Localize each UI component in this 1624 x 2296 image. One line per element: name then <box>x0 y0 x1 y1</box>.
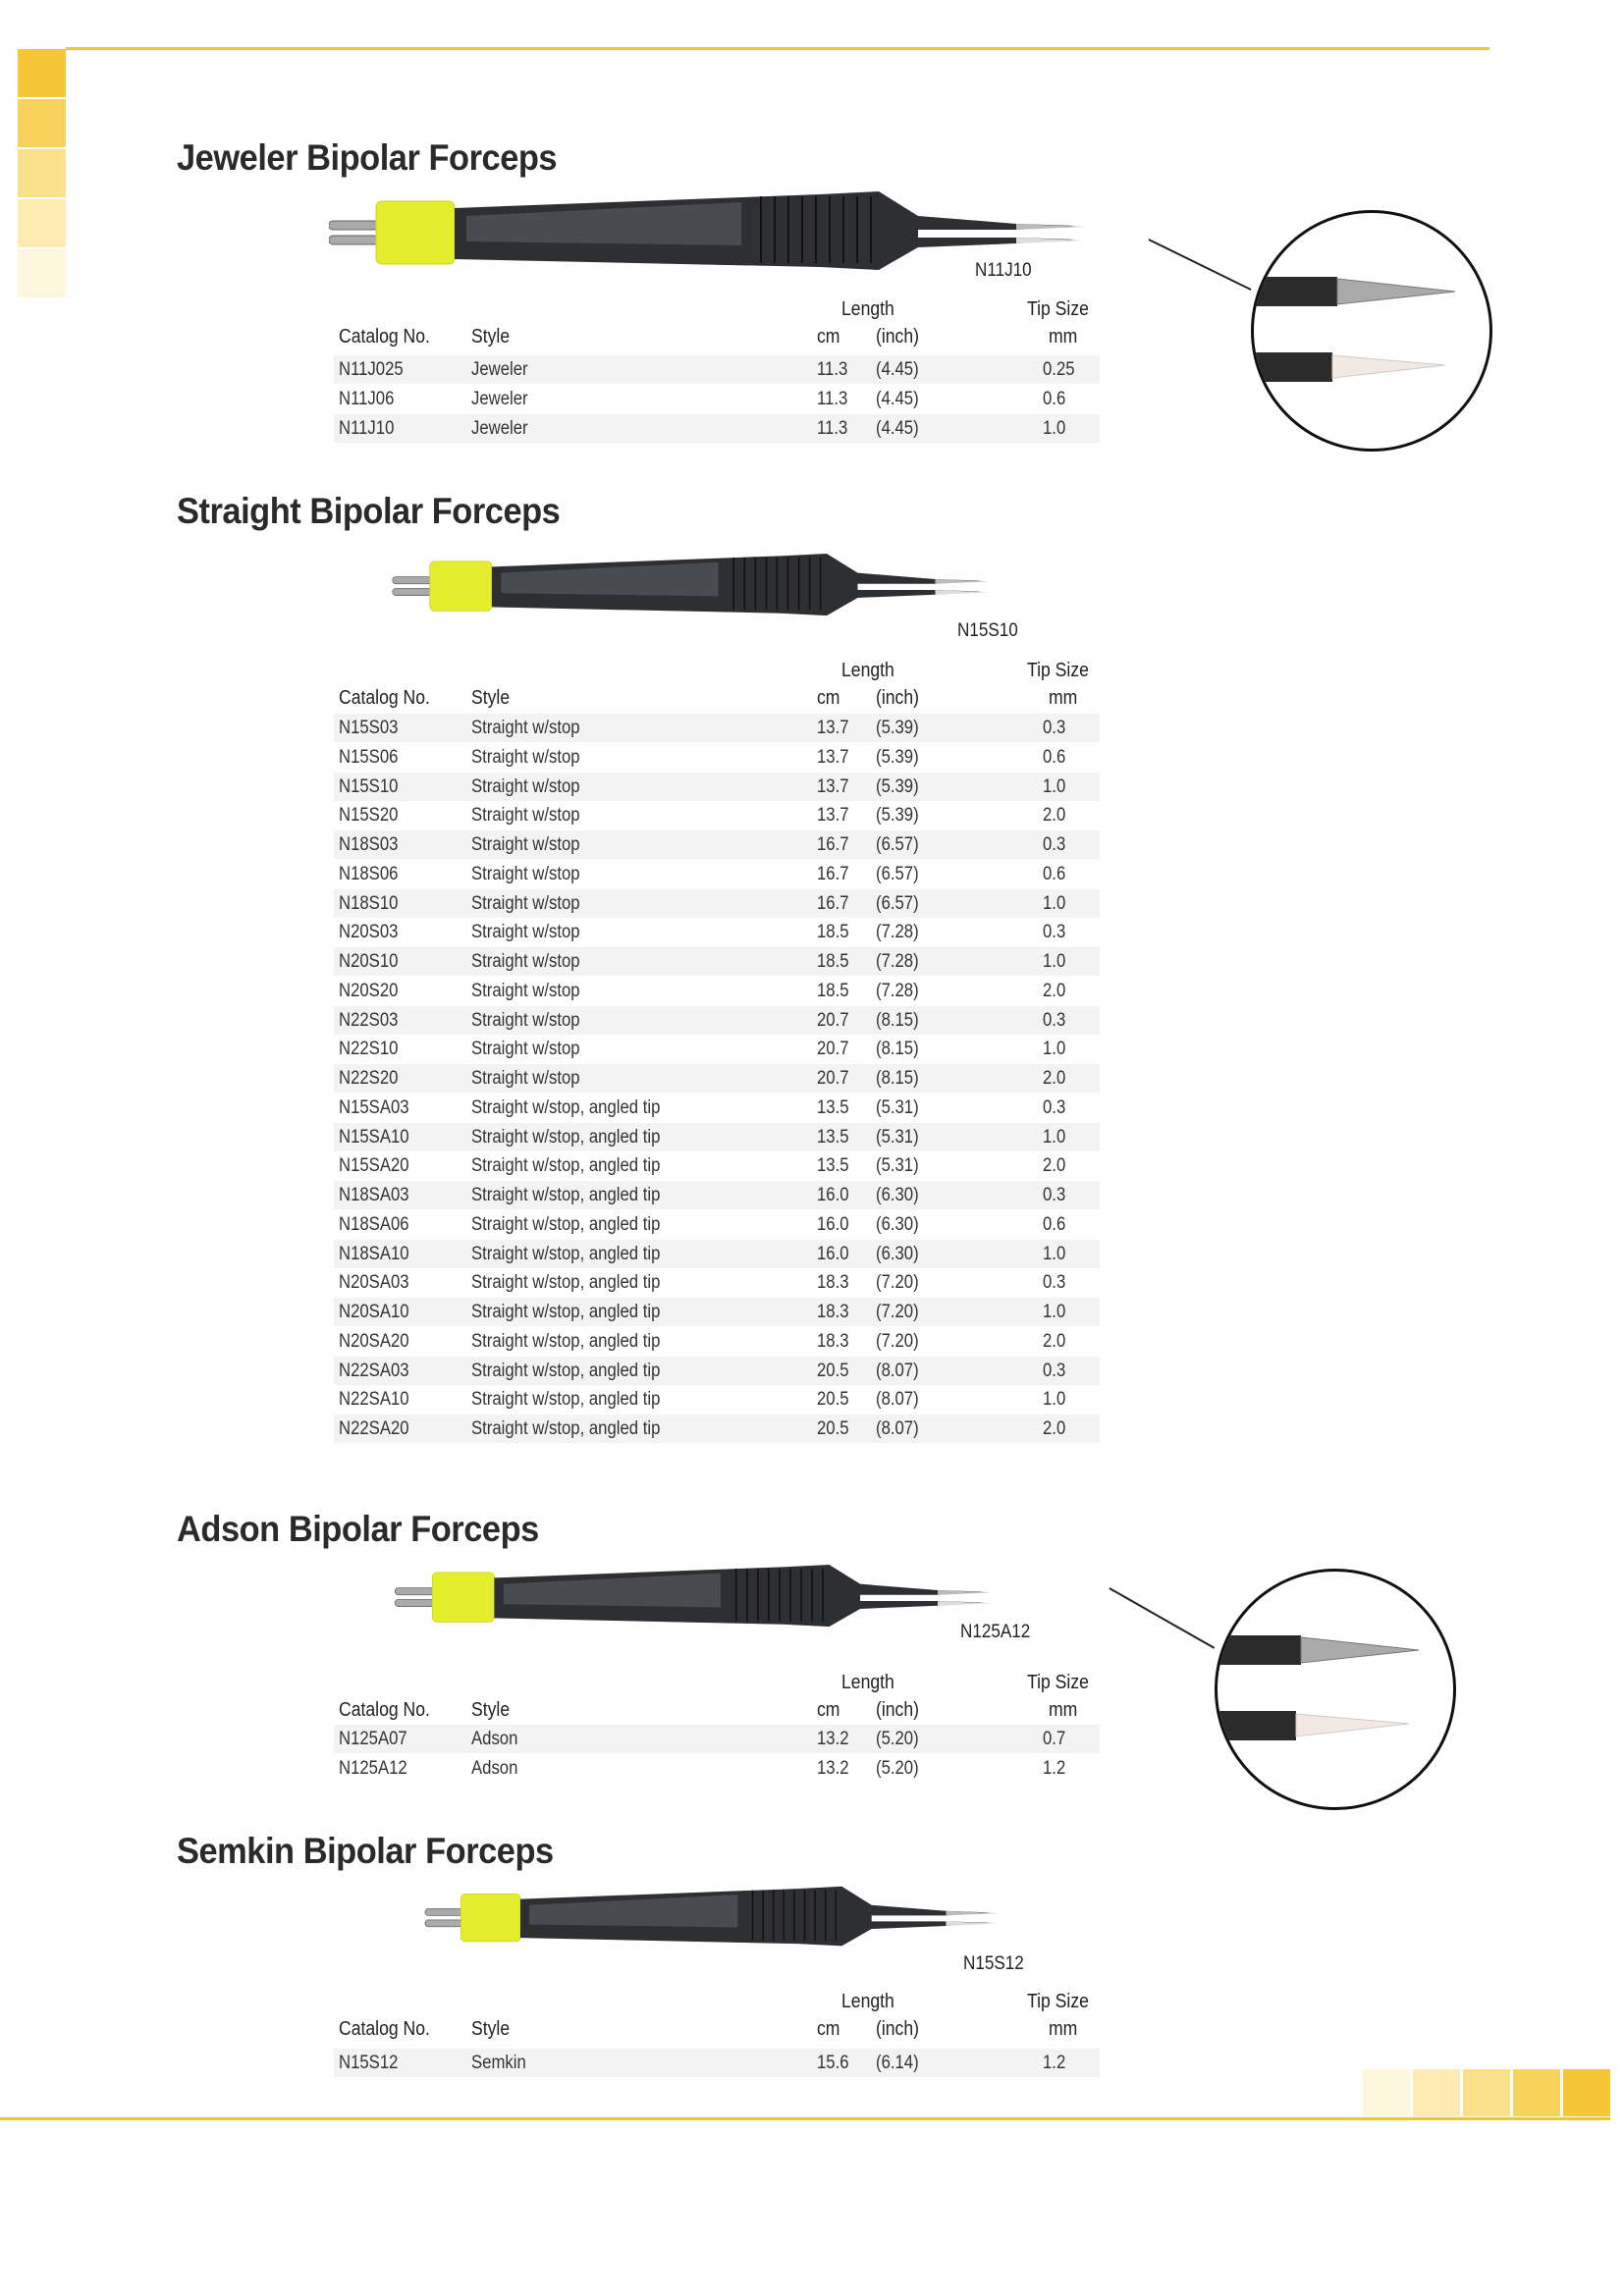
color-square <box>1513 2069 1560 2116</box>
cell-tip-size: 2.0 <box>1043 1330 1066 1352</box>
cell-tip-size: 0.3 <box>1043 1360 1066 1381</box>
cell-catalog-no: N22SA03 <box>339 1360 409 1381</box>
cell-length-inch: (6.57) <box>876 834 919 855</box>
header-inch: (inch) <box>876 687 920 709</box>
cell-catalog-no: N15S20 <box>339 805 399 827</box>
cell-length-inch: (8.15) <box>876 1039 919 1060</box>
cell-style: Straight w/stop, angled tip <box>471 1155 661 1177</box>
cell-length-inch: (5.39) <box>876 805 919 827</box>
cell-length-cm: 11.3 <box>817 417 848 439</box>
cell-length-inch: (7.28) <box>876 951 919 972</box>
table-row <box>334 743 1100 772</box>
cell-length-inch: (7.20) <box>876 1272 919 1294</box>
cell-style: Straight w/stop <box>471 1009 580 1031</box>
zoom-callout-line <box>1110 1587 1216 1648</box>
header-mm: mm <box>1049 326 1078 347</box>
cell-tip-size: 1.0 <box>1043 417 1066 439</box>
zoom-callout-line <box>1149 239 1252 290</box>
tip-detail-zoom <box>1251 210 1492 452</box>
table-row <box>334 860 1100 888</box>
cell-length-cm: 16.7 <box>817 892 849 914</box>
header-tip-size: Tip Size <box>1027 1991 1089 2012</box>
cell-style: Jeweler <box>471 359 528 380</box>
forceps-image <box>329 1883 1139 1958</box>
table-row <box>334 385 1100 413</box>
header-style: Style <box>471 687 511 709</box>
table-row <box>334 2049 1100 2077</box>
table-row <box>334 714 1100 742</box>
cell-tip-size: 0.6 <box>1043 863 1066 884</box>
cell-tip-size: 0.3 <box>1043 1185 1066 1205</box>
cell-length-inch: (6.14) <box>876 2053 919 2073</box>
cell-length-cm: 13.5 <box>817 1126 849 1148</box>
cell-style: Adson <box>471 1757 518 1779</box>
cell-length-inch: (5.20) <box>876 1729 919 1749</box>
cell-length-inch: (8.07) <box>876 1418 919 1439</box>
header-inch: (inch) <box>876 326 920 347</box>
table-row <box>334 1006 1100 1035</box>
cell-style: Straight w/stop, angled tip <box>471 1272 661 1294</box>
cell-tip-size: 2.0 <box>1043 980 1066 1001</box>
cell-length-inch: (6.30) <box>876 1213 919 1235</box>
table-row <box>334 1210 1100 1239</box>
image-label: N15S12 <box>963 1953 1024 1974</box>
cell-tip-size: 1.0 <box>1043 1126 1066 1148</box>
header-catalog: Catalog No. <box>339 326 430 347</box>
cell-catalog-no: N22S03 <box>339 1009 399 1031</box>
table-row <box>334 1064 1100 1093</box>
header-length: Length <box>841 1991 894 2012</box>
color-square <box>18 249 66 297</box>
cell-length-inch: (4.45) <box>876 417 919 439</box>
table-row <box>334 773 1100 801</box>
cell-catalog-no: N22SA20 <box>339 1418 409 1439</box>
cell-tip-size: 1.0 <box>1043 1243 1066 1264</box>
cell-tip-size: 0.6 <box>1043 746 1066 768</box>
cell-tip-size: 0.3 <box>1043 922 1066 943</box>
cell-length-cm: 13.5 <box>817 1155 849 1177</box>
section-title: Semkin Bipolar Forceps <box>177 1831 554 1871</box>
cell-tip-size: 1.0 <box>1043 1039 1066 1060</box>
header-mm: mm <box>1049 687 1078 709</box>
forceps-image <box>329 550 1100 628</box>
color-square <box>18 49 66 97</box>
cell-length-cm: 18.3 <box>817 1302 849 1322</box>
table-row <box>334 1385 1100 1414</box>
cell-catalog-no: N11J025 <box>339 359 404 380</box>
cell-length-inch: (7.28) <box>876 922 919 943</box>
section-title: Straight Bipolar Forceps <box>177 491 561 531</box>
color-square <box>18 149 66 197</box>
cell-catalog-no: N15SA10 <box>339 1126 409 1148</box>
cell-length-cm: 18.3 <box>817 1272 849 1294</box>
bottom-accent-line <box>0 2117 1610 2120</box>
cell-catalog-no: N15SA03 <box>339 1096 409 1118</box>
top-accent-line <box>66 47 1489 50</box>
header-inch: (inch) <box>876 1699 920 1721</box>
cell-tip-size: 0.6 <box>1043 1213 1066 1235</box>
cell-style: Straight w/stop, angled tip <box>471 1243 661 1264</box>
cell-length-cm: 20.5 <box>817 1389 849 1411</box>
cell-length-inch: (7.28) <box>876 980 919 1001</box>
header-mm: mm <box>1049 2018 1078 2040</box>
cell-catalog-no: N22S20 <box>339 1068 399 1089</box>
cell-length-cm: 16.7 <box>817 863 849 884</box>
cell-tip-size: 1.0 <box>1043 1389 1066 1411</box>
section-title: Adson Bipolar Forceps <box>177 1509 539 1549</box>
header-catalog: Catalog No. <box>339 2018 430 2040</box>
table-row <box>334 1415 1100 1443</box>
header-style: Style <box>471 1699 511 1721</box>
cell-catalog-no: N20SA20 <box>339 1330 409 1352</box>
cell-style: Straight w/stop <box>471 892 580 914</box>
cell-length-cm: 11.3 <box>817 359 848 380</box>
header-length: Length <box>841 660 894 681</box>
color-square <box>1463 2069 1510 2116</box>
cell-catalog-no: N125A12 <box>339 1757 407 1779</box>
table-row <box>334 355 1100 384</box>
table-row <box>334 1035 1100 1063</box>
cell-tip-size: 2.0 <box>1043 1418 1066 1439</box>
header-cm: cm <box>817 2018 840 2040</box>
cell-catalog-no: N22SA10 <box>339 1389 409 1411</box>
cell-style: Straight w/stop <box>471 805 580 827</box>
cell-style: Straight w/stop, angled tip <box>471 1360 661 1381</box>
header-inch: (inch) <box>876 2018 920 2040</box>
cell-length-cm: 20.7 <box>817 1068 849 1089</box>
cell-tip-size: 0.3 <box>1043 1096 1066 1118</box>
cell-length-inch: (6.57) <box>876 892 919 914</box>
section-title: Jeweler Bipolar Forceps <box>177 137 558 178</box>
color-square <box>1363 2069 1410 2116</box>
cell-catalog-no: N15S06 <box>339 746 399 768</box>
header-style: Style <box>471 2018 511 2040</box>
cell-style: Straight w/stop, angled tip <box>471 1213 661 1235</box>
cell-length-inch: (4.45) <box>876 388 919 409</box>
cell-length-cm: 13.7 <box>817 775 849 797</box>
table-row <box>334 947 1100 976</box>
cell-catalog-no: N18SA06 <box>339 1213 409 1235</box>
cell-catalog-no: N20S03 <box>339 922 399 943</box>
cell-catalog-no: N15S03 <box>339 718 399 738</box>
cell-length-cm: 20.7 <box>817 1039 849 1060</box>
cell-length-cm: 18.5 <box>817 922 849 943</box>
cell-catalog-no: N20SA03 <box>339 1272 409 1294</box>
image-label: N11J10 <box>975 260 1032 281</box>
cell-length-inch: (5.20) <box>876 1757 919 1779</box>
cell-catalog-no: N20SA10 <box>339 1302 409 1322</box>
cell-style: Straight w/stop <box>471 980 580 1001</box>
cell-catalog-no: N18S10 <box>339 892 399 914</box>
table-row <box>334 1181 1100 1209</box>
header-catalog: Catalog No. <box>339 1699 430 1721</box>
table-row <box>334 1357 1100 1385</box>
cell-style: Straight w/stop, angled tip <box>471 1126 661 1148</box>
cell-length-cm: 13.2 <box>817 1757 849 1779</box>
header-catalog: Catalog No. <box>339 687 430 709</box>
cell-length-cm: 18.5 <box>817 951 849 972</box>
cell-catalog-no: N125A07 <box>339 1729 407 1749</box>
cell-catalog-no: N18SA10 <box>339 1243 409 1264</box>
header-length: Length <box>841 298 894 320</box>
header-cm: cm <box>817 326 840 347</box>
cell-length-cm: 20.5 <box>817 1360 849 1381</box>
cell-tip-size: 2.0 <box>1043 1155 1066 1177</box>
color-square <box>1413 2069 1460 2116</box>
tip-detail-zoom <box>1215 1569 1456 1810</box>
table-row <box>334 1240 1100 1268</box>
cell-length-cm: 11.3 <box>817 388 848 409</box>
cell-tip-size: 1.2 <box>1043 2053 1066 2073</box>
table-row <box>334 1123 1100 1151</box>
header-cm: cm <box>817 1699 840 1721</box>
cell-style: Straight w/stop <box>471 718 580 738</box>
cell-style: Straight w/stop, angled tip <box>471 1096 661 1118</box>
table-row <box>334 1754 1100 1783</box>
cell-length-cm: 16.7 <box>817 834 849 855</box>
cell-style: Straight w/stop <box>471 746 580 768</box>
cell-length-cm: 18.5 <box>817 980 849 1001</box>
cell-length-cm: 16.0 <box>817 1213 849 1235</box>
table-row <box>334 1268 1100 1297</box>
cell-tip-size: 0.25 <box>1043 359 1075 380</box>
cell-catalog-no: N11J06 <box>339 388 395 409</box>
header-tip-size: Tip Size <box>1027 660 1089 681</box>
cell-length-inch: (6.57) <box>876 863 919 884</box>
cell-style: Straight w/stop <box>471 834 580 855</box>
cell-catalog-no: N15SA20 <box>339 1155 409 1177</box>
cell-length-cm: 13.7 <box>817 746 849 768</box>
header-tip-size: Tip Size <box>1027 1672 1089 1693</box>
cell-length-cm: 20.7 <box>817 1009 849 1031</box>
cell-tip-size: 1.0 <box>1043 775 1066 797</box>
cell-length-inch: (5.31) <box>876 1126 919 1148</box>
cell-catalog-no: N18S06 <box>339 863 399 884</box>
cell-tip-size: 0.3 <box>1043 1009 1066 1031</box>
table-row <box>334 1725 1100 1753</box>
cell-length-inch: (7.20) <box>876 1302 919 1322</box>
cell-catalog-no: N15S10 <box>339 775 399 797</box>
cell-length-cm: 16.0 <box>817 1185 849 1205</box>
cell-length-cm: 20.5 <box>817 1418 849 1439</box>
cell-length-inch: (5.31) <box>876 1096 919 1118</box>
cell-length-cm: 13.7 <box>817 718 849 738</box>
table-row <box>334 801 1100 829</box>
table-row <box>334 977 1100 1005</box>
cell-length-cm: 13.2 <box>817 1729 849 1749</box>
cell-style: Adson <box>471 1729 518 1749</box>
cell-length-inch: (5.39) <box>876 746 919 768</box>
cell-tip-size: 1.2 <box>1043 1757 1066 1779</box>
cell-tip-size: 1.0 <box>1043 951 1066 972</box>
cell-style: Semkin <box>471 2053 526 2073</box>
color-square <box>18 99 66 147</box>
cell-tip-size: 2.0 <box>1043 1068 1066 1089</box>
cell-length-inch: (8.07) <box>876 1360 919 1381</box>
cell-length-inch: (6.30) <box>876 1185 919 1205</box>
cell-length-inch: (8.15) <box>876 1009 919 1031</box>
image-label: N15S10 <box>957 620 1018 641</box>
cell-length-cm: 15.6 <box>817 2053 849 2073</box>
cell-style: Straight w/stop <box>471 922 580 943</box>
cell-style: Jeweler <box>471 388 528 409</box>
cell-length-inch: (8.07) <box>876 1389 919 1411</box>
cell-style: Straight w/stop <box>471 1068 580 1089</box>
cell-tip-size: 1.0 <box>1043 892 1066 914</box>
cell-catalog-no: N20S20 <box>339 980 399 1001</box>
image-label: N125A12 <box>960 1622 1031 1642</box>
cell-style: Straight w/stop, angled tip <box>471 1389 661 1411</box>
cell-style: Straight w/stop, angled tip <box>471 1418 661 1439</box>
cell-length-inch: (8.15) <box>876 1068 919 1089</box>
table-row <box>334 830 1100 859</box>
cell-catalog-no: N18S03 <box>339 834 399 855</box>
header-style: Style <box>471 326 511 347</box>
cell-catalog-no: N22S10 <box>339 1039 399 1060</box>
cell-tip-size: 0.3 <box>1043 834 1066 855</box>
cell-style: Straight w/stop, angled tip <box>471 1185 661 1205</box>
table-row <box>334 1151 1100 1180</box>
table-row <box>334 918 1100 946</box>
cell-style: Straight w/stop, angled tip <box>471 1302 661 1322</box>
cell-length-cm: 13.7 <box>817 805 849 827</box>
cell-style: Straight w/stop <box>471 951 580 972</box>
cell-length-inch: (7.20) <box>876 1330 919 1352</box>
color-square <box>18 199 66 247</box>
cell-tip-size: 0.6 <box>1043 388 1066 409</box>
cell-style: Straight w/stop <box>471 1039 580 1060</box>
table-row <box>334 1298 1100 1326</box>
table-row <box>334 889 1100 918</box>
cell-length-inch: (4.45) <box>876 359 919 380</box>
cell-style: Jeweler <box>471 417 528 439</box>
table-row <box>334 414 1100 443</box>
cell-tip-size: 1.0 <box>1043 1302 1066 1322</box>
cell-length-inch: (5.31) <box>876 1155 919 1177</box>
cell-length-cm: 16.0 <box>817 1243 849 1264</box>
cell-catalog-no: N11J10 <box>339 417 395 439</box>
color-square <box>1563 2069 1610 2116</box>
cell-catalog-no: N18SA03 <box>339 1185 409 1205</box>
table-row <box>334 1094 1100 1122</box>
cell-length-cm: 18.3 <box>817 1330 849 1352</box>
cell-tip-size: 0.3 <box>1043 718 1066 738</box>
cell-tip-size: 0.3 <box>1043 1272 1066 1294</box>
cell-style: Straight w/stop <box>471 775 580 797</box>
cell-tip-size: 2.0 <box>1043 805 1066 827</box>
cell-tip-size: 0.7 <box>1043 1729 1066 1749</box>
cell-length-inch: (5.39) <box>876 718 919 738</box>
cell-catalog-no: N15S12 <box>339 2053 399 2073</box>
cell-catalog-no: N20S10 <box>339 951 399 972</box>
header-cm: cm <box>817 687 840 709</box>
table-row <box>334 1327 1100 1356</box>
cell-style: Straight w/stop, angled tip <box>471 1330 661 1352</box>
cell-length-cm: 13.5 <box>817 1096 849 1118</box>
cell-length-inch: (6.30) <box>876 1243 919 1264</box>
cell-length-inch: (5.39) <box>876 775 919 797</box>
cell-style: Straight w/stop <box>471 863 580 884</box>
header-tip-size: Tip Size <box>1027 298 1089 320</box>
header-mm: mm <box>1049 1699 1078 1721</box>
header-length: Length <box>841 1672 894 1693</box>
